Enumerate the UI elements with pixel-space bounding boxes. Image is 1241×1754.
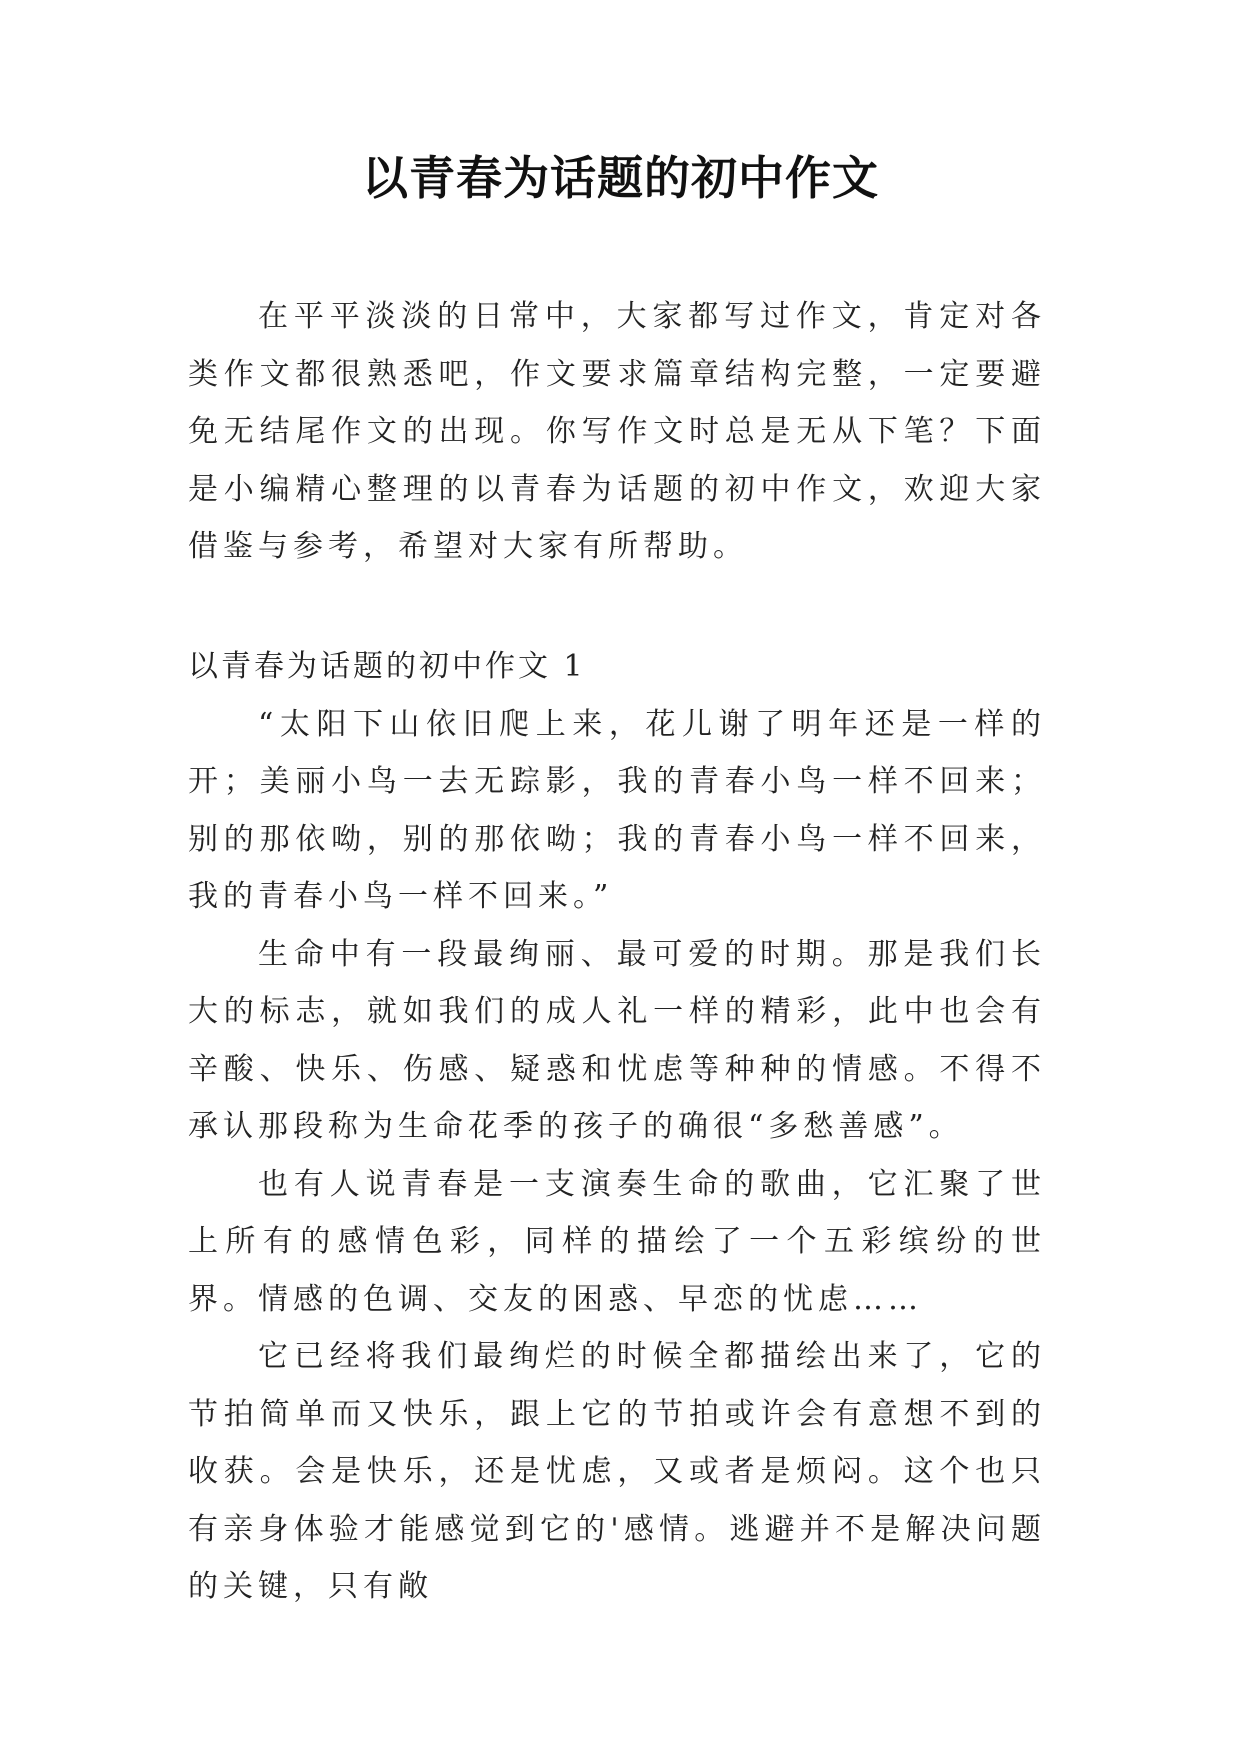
intro-paragraph: 在平平淡淡的日常中，大家都写过作文，肯定对各类作文都很熟悉吧，作文要求篇章结构完整，一定要避免无结尾作文的出现。你写作文时总是无从下笔？下面是小编精心整理的以青春为话题的初中作文，欢迎大家借鉴与参考，希望对大家有所帮助。 bbox=[188, 299, 1046, 564]
essay-paragraph-1: “太阳下山依旧爬上来，花儿谢了明年还是一样的开；美丽小鸟一去无踪影，我的青春小鸟一样不回来；别的那依呦，别的那依呦；我的青春小鸟一样不回来，我的青春小鸟一样不回来。” bbox=[188, 706, 1046, 914]
intro-block bbox=[188, 288, 1046, 576]
essay-section bbox=[188, 638, 1046, 1616]
essay-paragraph-3: 也有人说青春是一支演奏生命的歌曲，它汇聚了世上所有的感情色彩，同样的描绘了一个五彩缤纷的世界。情感的色调、交友的困惑、早恋的忧虑…… bbox=[188, 1166, 1046, 1317]
page-title: 以青春为话题的初中作文 bbox=[362, 151, 879, 205]
essay-paragraph-2: 生命中有一段最绚丽、最可爱的时期。那是我们长大的标志，就如我们的成人礼一样的精彩，此中也会有辛酸、快乐、伤感、疑惑和忧虑等种种的情感。不得不承认那段称为生命花季的孩子的确很“多愁善感”。 bbox=[188, 936, 1046, 1144]
section-heading: 以青春为话题的初中作文 1 bbox=[188, 649, 586, 684]
essay-paragraph-4: 它已经将我们最绚烂的时候全都描绘出来了，它的节拍简单而又快乐，跟上它的节拍或许会有意想不到的收获。会是快乐，还是忧虑，又或者是烦闷。这个也只有亲身体验才能感觉到它的'感情。逃避并不是解决问题的关键，只有敞 bbox=[188, 1339, 1046, 1604]
